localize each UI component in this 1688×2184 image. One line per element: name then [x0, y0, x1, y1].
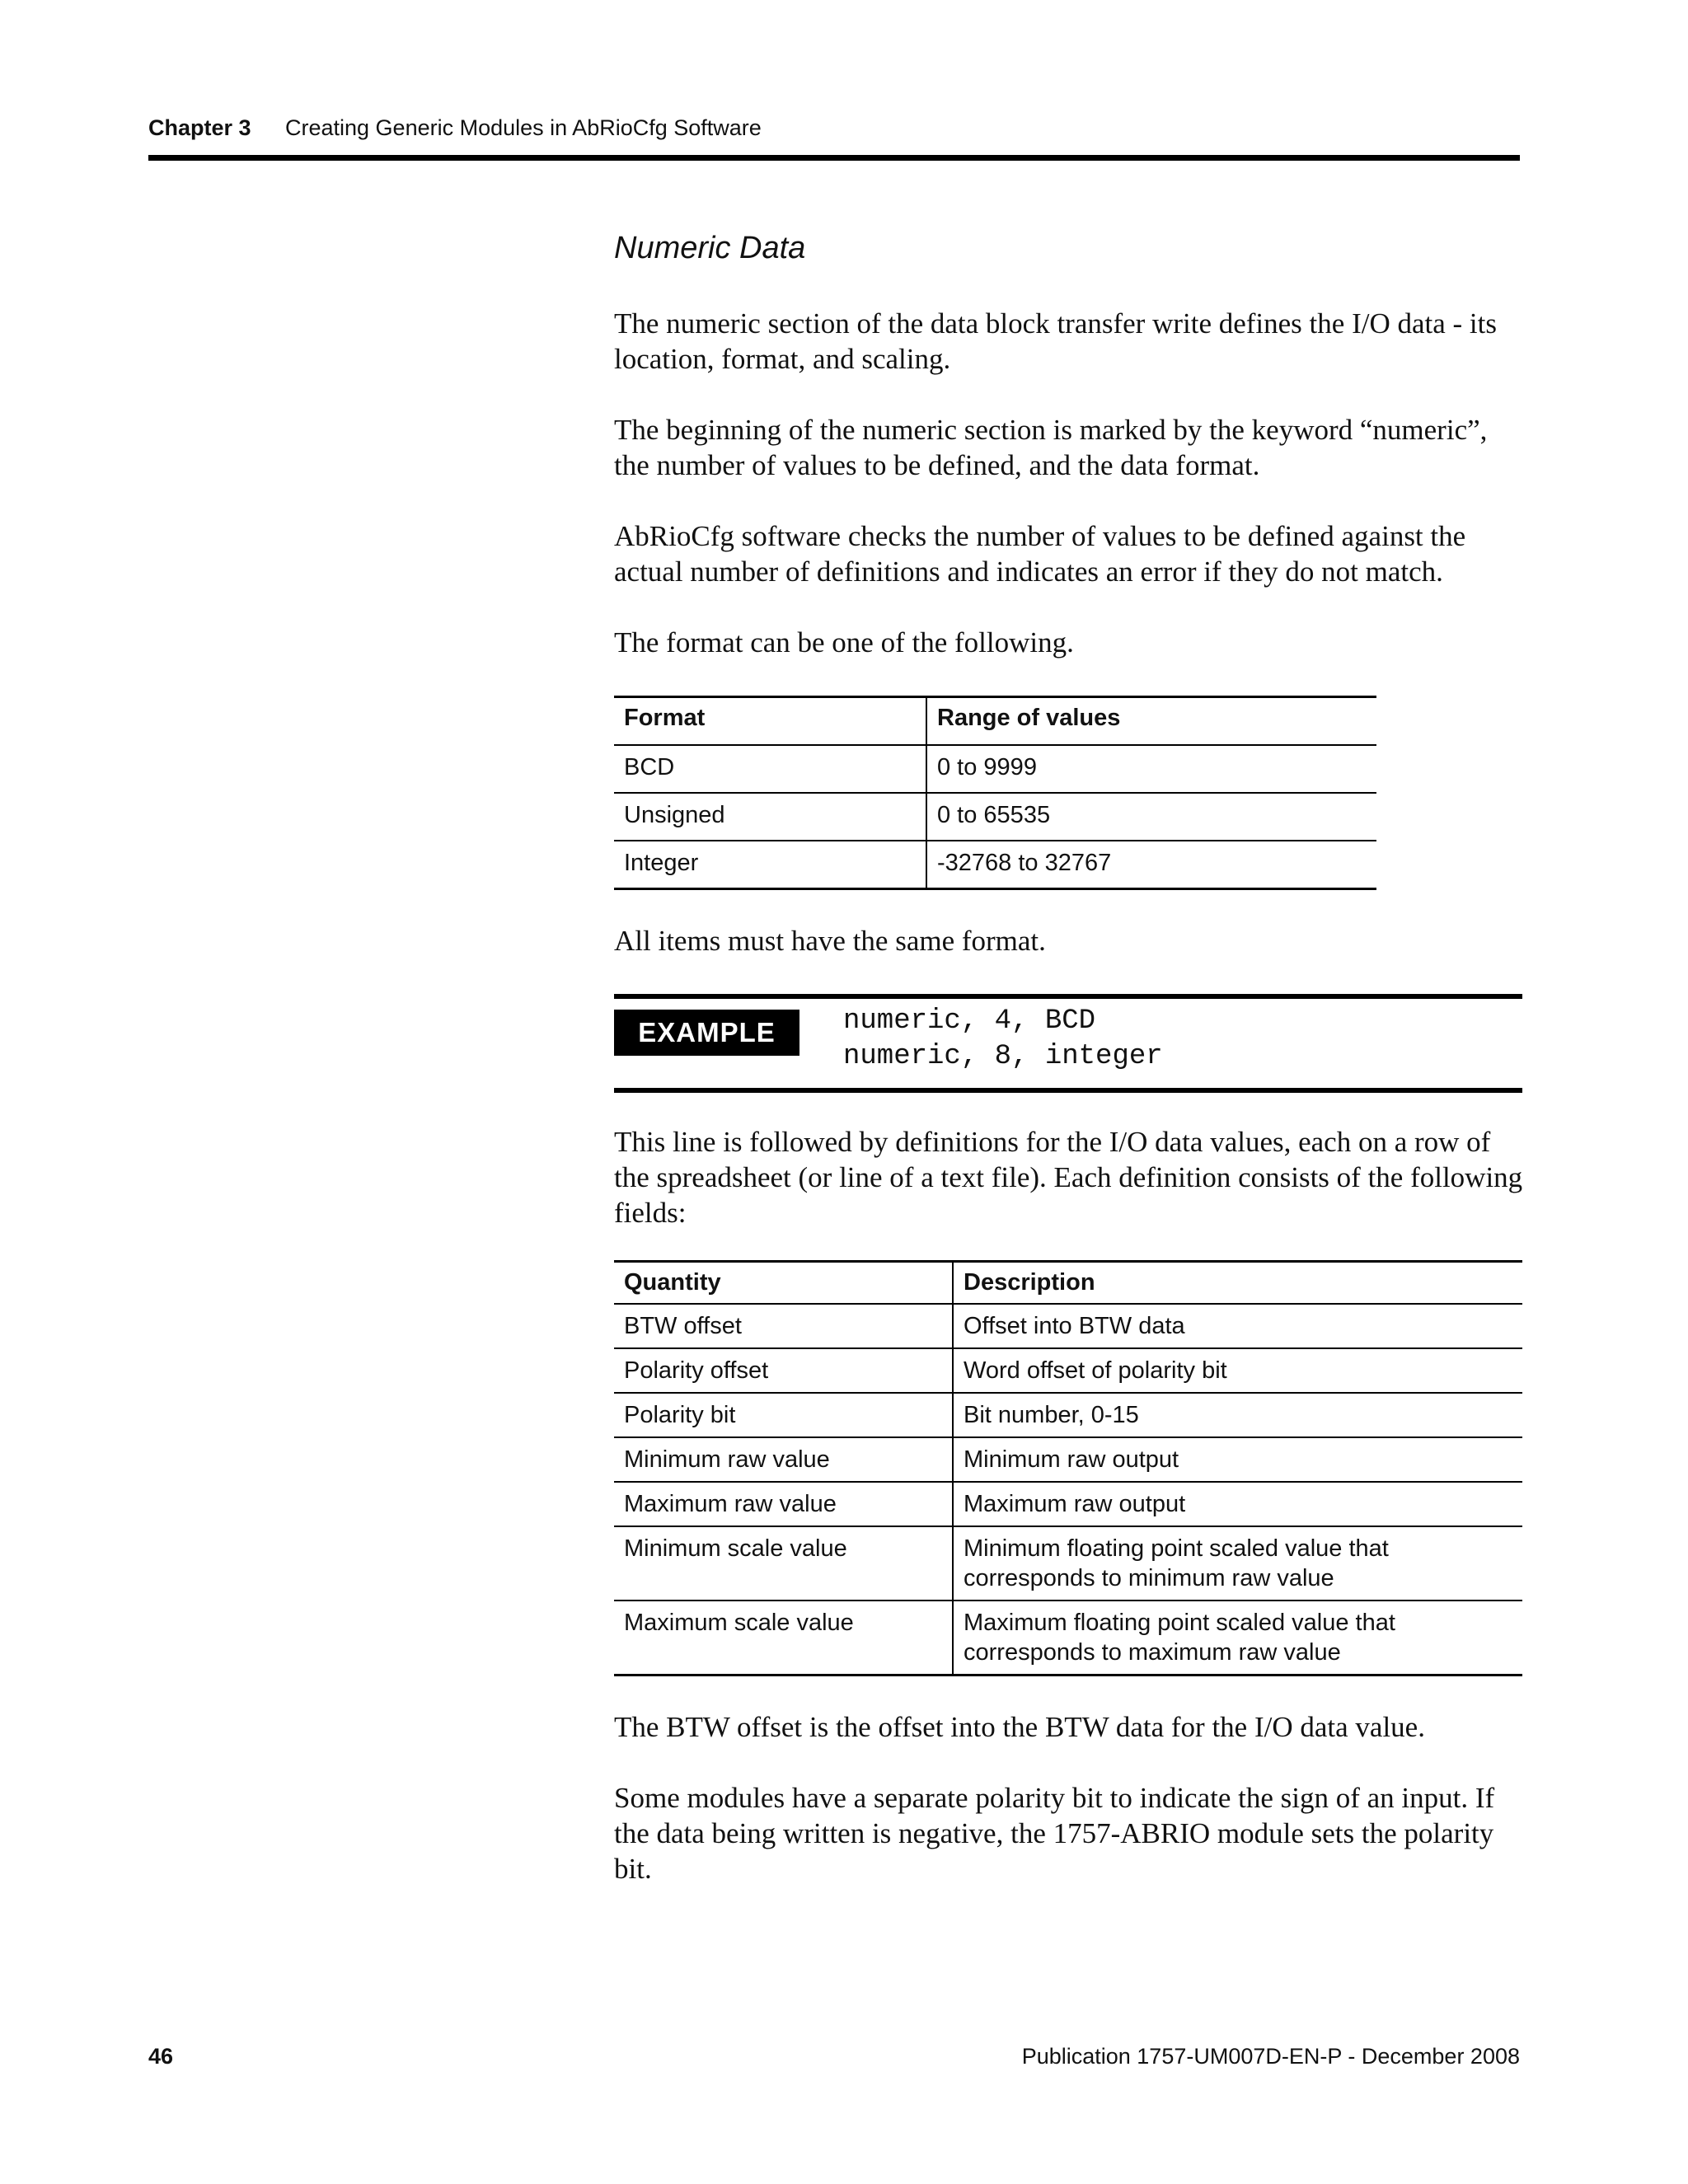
paragraph: The beginning of the numeric section is marked by the keyword “numeric”, the number of values to be defined, and the data format.	[614, 414, 1488, 481]
table-cell: Maximum raw output	[953, 1482, 1522, 1526]
fields-table	[614, 1260, 1522, 1676]
paragraph: This line is followed by definitions for the I/O data values, each on a row of the spreadsheet (or line of a text file). Each definition consists of the following fields:	[614, 1126, 1523, 1229]
table-cell: Maximum floating point scaled value that corresponds to maximum raw value	[953, 1601, 1522, 1675]
publication-info: Publication 1757-UM007D-EN-P - December 2008	[1021, 2044, 1520, 2069]
format-table	[614, 696, 1376, 890]
paragraph: The numeric section of the data block transfer write defines the I/O data - its location, format, and scaling.	[614, 307, 1497, 375]
table-cell: Minimum floating point scaled value that corresponds to minimum raw value	[953, 1526, 1522, 1601]
table-row	[614, 1393, 1522, 1437]
table-header-row	[614, 697, 1376, 746]
column-header-quantity: Quantity	[614, 1262, 953, 1305]
chapter-title: Creating Generic Modules in AbRioCfg Software	[285, 115, 762, 140]
example-box	[614, 994, 1522, 1093]
table-row	[614, 1348, 1522, 1393]
table-cell: BTW offset	[614, 1304, 953, 1348]
table-cell: Bit number, 0-15	[953, 1393, 1522, 1437]
table-row	[614, 793, 1376, 841]
table-row	[614, 1304, 1522, 1348]
page-number: 46	[148, 2044, 174, 2069]
table-cell: Minimum scale value	[614, 1526, 953, 1601]
table-cell: Unsigned	[614, 793, 926, 841]
example-code	[843, 1004, 1163, 1075]
main-content	[614, 231, 1529, 1922]
table-row	[614, 745, 1376, 793]
table-cell: Minimum raw output	[953, 1437, 1522, 1482]
table-cell: Offset into BTW data	[953, 1304, 1522, 1348]
example-code-line: numeric, 8, integer	[843, 1041, 1163, 1072]
table-cell: Maximum raw value	[614, 1482, 953, 1526]
table-cell: 0 to 9999	[926, 745, 1376, 793]
table-cell: -32768 to 32767	[926, 841, 1376, 889]
column-header-format: Format	[614, 697, 926, 746]
example-code-line: numeric, 4, BCD	[843, 1005, 1096, 1037]
table-row	[614, 841, 1376, 889]
table-cell: BCD	[614, 745, 926, 793]
table-row	[614, 1437, 1522, 1482]
paragraph: Some modules have a separate polarity bit to indicate the sign of an input. If the data being written is negative, the 1757-ABRIO module sets the polarity bit.	[614, 1782, 1495, 1885]
table-cell: Word offset of polarity bit	[953, 1348, 1522, 1393]
table-cell: Polarity bit	[614, 1393, 953, 1437]
example-label: EXAMPLE	[614, 1010, 799, 1056]
table-cell: Integer	[614, 841, 926, 889]
table-row	[614, 1482, 1522, 1526]
table-row	[614, 1601, 1522, 1675]
column-header-range: Range of values	[926, 697, 1376, 746]
header-rule	[148, 155, 1520, 161]
table-header-row	[614, 1262, 1522, 1305]
paragraph: All items must have the same format.	[614, 925, 1046, 957]
paragraph: The format can be one of the following.	[614, 626, 1074, 658]
section-title: Numeric Data	[614, 231, 806, 265]
column-header-description: Description	[953, 1262, 1522, 1305]
table-cell: 0 to 65535	[926, 793, 1376, 841]
chapter-label: Chapter 3	[148, 115, 251, 140]
table-row	[614, 1526, 1522, 1601]
table-cell: Maximum scale value	[614, 1601, 953, 1675]
table-cell: Polarity offset	[614, 1348, 953, 1393]
paragraph: The BTW offset is the offset into the BTW data for the I/O data value.	[614, 1711, 1425, 1743]
table-cell: Minimum raw value	[614, 1437, 953, 1482]
paragraph: AbRioCfg software checks the number of values to be defined against the actual number of definitions and indicates an error if they do not match.	[614, 520, 1466, 588]
